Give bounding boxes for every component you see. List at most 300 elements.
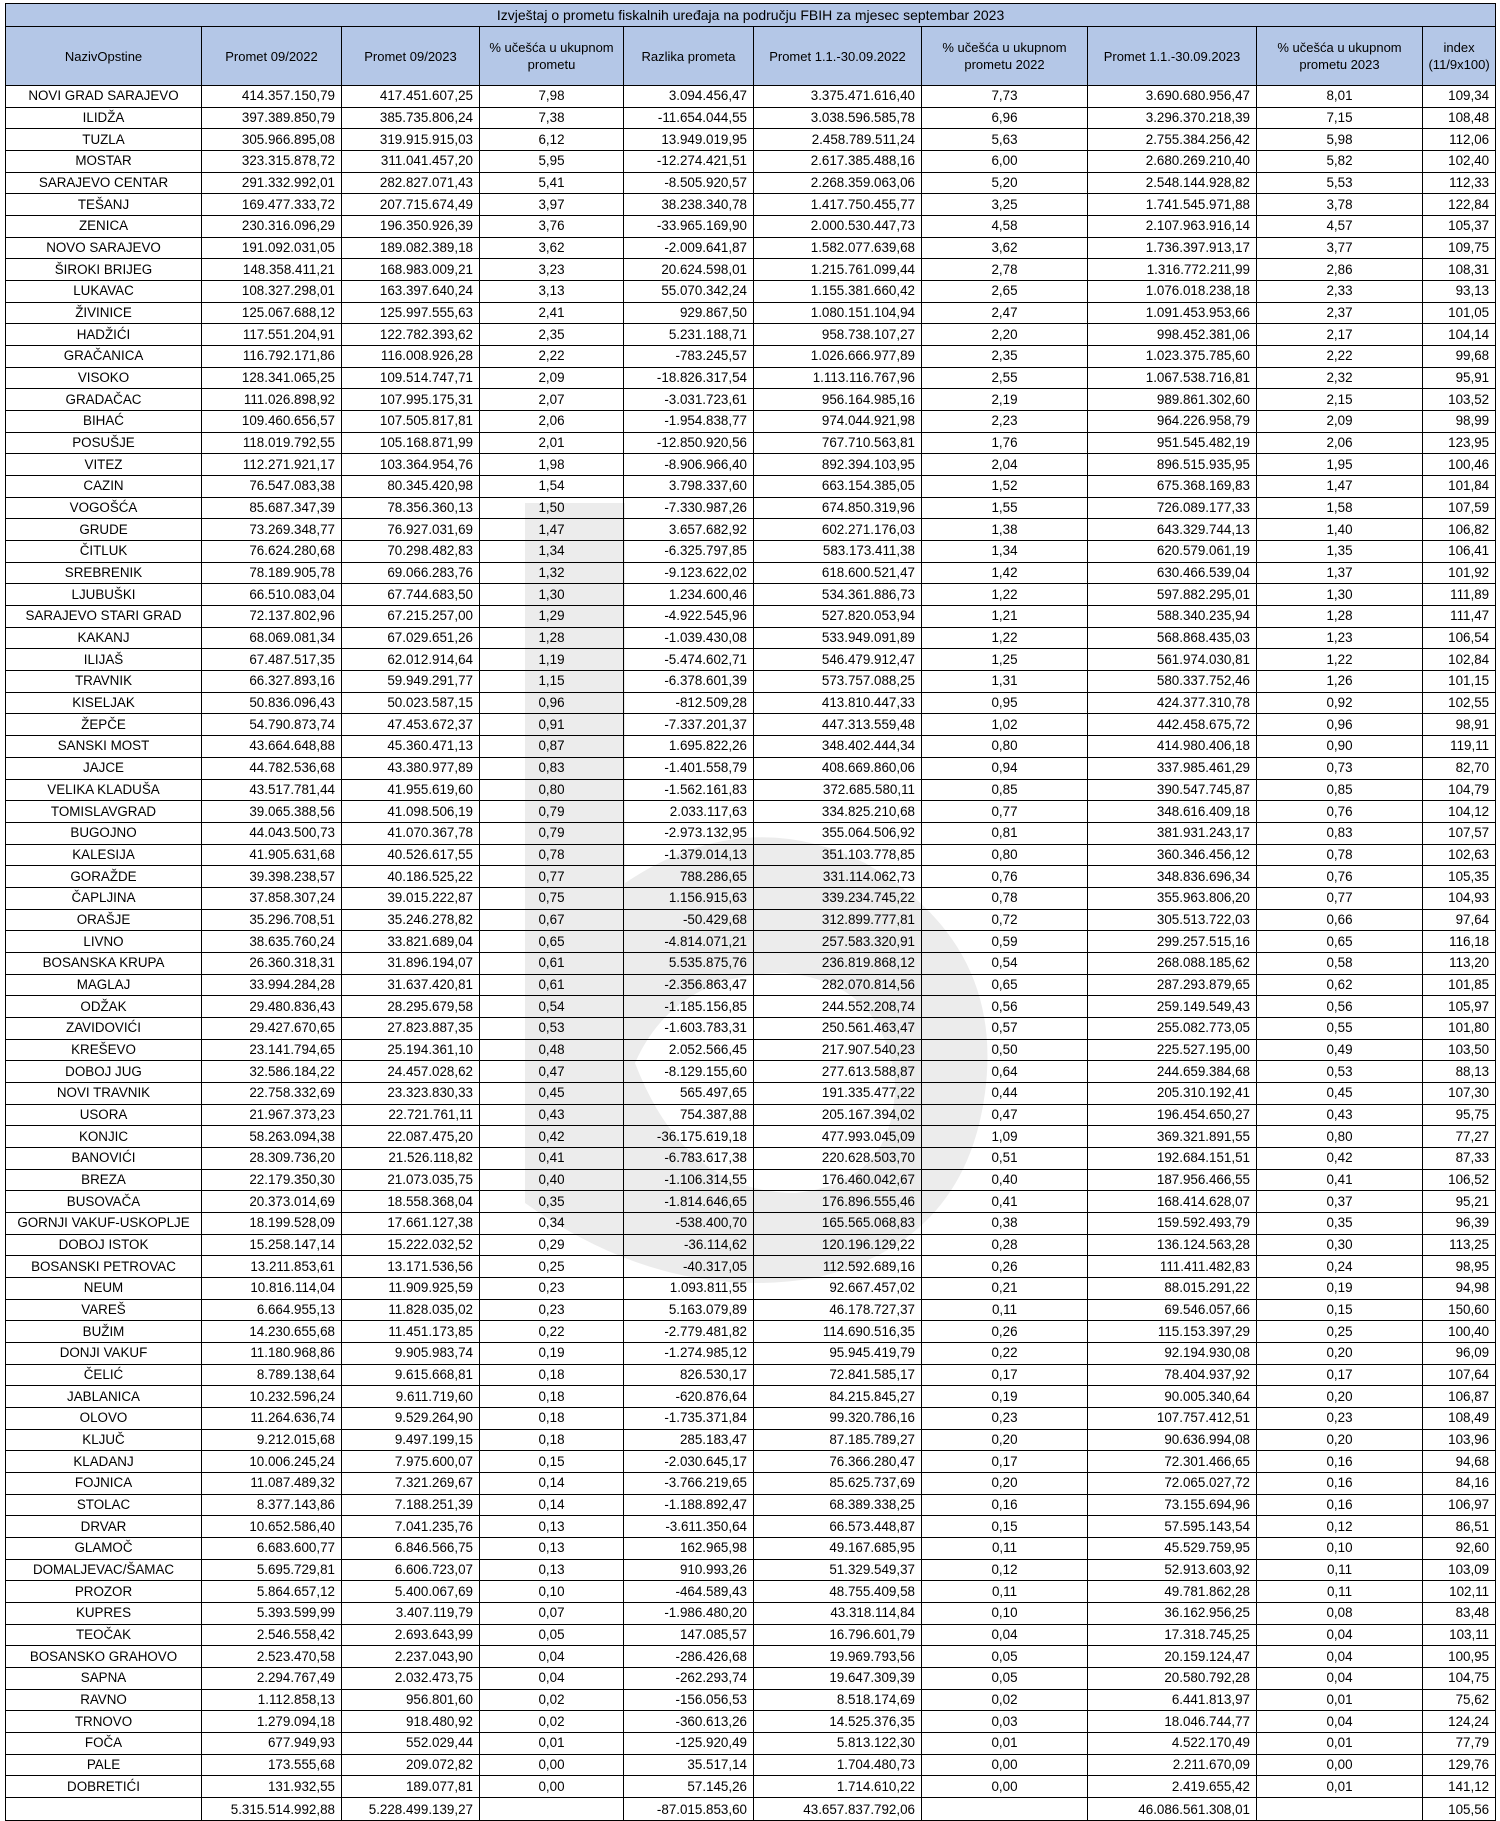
cell-index: 109,34 — [1423, 86, 1496, 108]
cell-index: 105,37 — [1423, 216, 1496, 238]
cell-difference: -3.611.350,64 — [624, 1516, 754, 1538]
cell-share-2023: 0,58 — [1257, 952, 1423, 974]
column-header-row — [6, 27, 1496, 86]
cell-share-2023: 0,76 — [1257, 866, 1423, 888]
table-body — [6, 86, 1496, 1798]
cell-ytd-2023: 964.226.958,79 — [1088, 411, 1257, 433]
cell-share-2022: 0,26 — [922, 1256, 1088, 1278]
cell-share-2022: 1,38 — [922, 519, 1088, 541]
cell-name: KREŠEVO — [6, 1039, 202, 1061]
cell-ytd-2022: 372.685.580,11 — [754, 779, 922, 801]
cell-share-2022: 0,02 — [922, 1689, 1088, 1711]
cell-ytd-2022: 339.234.745,22 — [754, 887, 922, 909]
cell-difference: -1.274.985,12 — [624, 1342, 754, 1364]
cell-share-2023: 0,83 — [1257, 822, 1423, 844]
column-header-difference: Razlika prometa — [624, 27, 754, 86]
cell-share-2022: 0,80 — [922, 736, 1088, 758]
cell-ytd-2022: 87.185.789,27 — [754, 1429, 922, 1451]
cell-promet-2022: 191.092.031,05 — [202, 237, 342, 259]
cell-promet-2023: 163.397.640,24 — [342, 281, 480, 303]
cell-share-2022: 0,16 — [922, 1494, 1088, 1516]
cell-share-2022: 1,22 — [922, 584, 1088, 606]
table-row — [6, 909, 1496, 931]
cell-ytd-2023: 630.466.539,04 — [1088, 562, 1257, 584]
cell-share-2023: 0,16 — [1257, 1473, 1423, 1495]
cell-index: 100,40 — [1423, 1321, 1496, 1343]
cell-share: 2,01 — [480, 432, 624, 454]
cell-promet-2022: 5.695.729,81 — [202, 1559, 342, 1581]
cell-promet-2023: 47.453.672,37 — [342, 714, 480, 736]
cell-ytd-2022: 1.026.666.977,89 — [754, 346, 922, 368]
cell-ytd-2022: 1.582.077.639,68 — [754, 237, 922, 259]
cell-name: LUKAVAC — [6, 281, 202, 303]
cell-promet-2023: 168.983.009,21 — [342, 259, 480, 281]
cell-ytd-2023: 348.616.409,18 — [1088, 801, 1257, 823]
cell-promet-2023: 31.637.420,81 — [342, 974, 480, 996]
table-row — [6, 454, 1496, 476]
cell-promet-2023: 311.041.457,20 — [342, 151, 480, 173]
cell-ytd-2022: 674.850.319,96 — [754, 497, 922, 519]
cell-promet-2023: 105.168.871,99 — [342, 432, 480, 454]
cell-ytd-2022: 217.907.540,23 — [754, 1039, 922, 1061]
cell-ytd-2022: 282.070.814,56 — [754, 974, 922, 996]
cell-ytd-2022: 48.755.409,58 — [754, 1581, 922, 1603]
cell-promet-2023: 956.801,60 — [342, 1689, 480, 1711]
cell-name: MAGLAJ — [6, 974, 202, 996]
table-row — [6, 801, 1496, 823]
cell-index: 102,84 — [1423, 649, 1496, 671]
cell-name: KLJUČ — [6, 1429, 202, 1451]
cell-promet-2023: 209.072,82 — [342, 1754, 480, 1776]
cell-promet-2022: 125.067.688,12 — [202, 302, 342, 324]
cell-share: 2,07 — [480, 389, 624, 411]
cell-promet-2023: 7.041.235,76 — [342, 1516, 480, 1538]
cell-name: GRADAČAC — [6, 389, 202, 411]
cell-difference: 3.798.337,60 — [624, 476, 754, 498]
cell-share: 1,15 — [480, 671, 624, 693]
cell-ytd-2023: 17.318.745,25 — [1088, 1624, 1257, 1646]
cell-share-2023: 5,82 — [1257, 151, 1423, 173]
table-row — [6, 714, 1496, 736]
cell-ytd-2023: 72.065.027,72 — [1088, 1473, 1257, 1495]
cell-ytd-2022: 958.738.107,27 — [754, 324, 922, 346]
cell-index: 103,11 — [1423, 1624, 1496, 1646]
cell-share-2022: 0,56 — [922, 996, 1088, 1018]
cell-difference: 754.387,88 — [624, 1104, 754, 1126]
cell-difference: -4.814.071,21 — [624, 931, 754, 953]
cell-share: 0,05 — [480, 1624, 624, 1646]
cell-share: 3,76 — [480, 216, 624, 238]
cell-promet-2023: 43.380.977,89 — [342, 757, 480, 779]
cell-promet-2022: 37.858.307,24 — [202, 887, 342, 909]
cell-promet-2022: 76.624.280,68 — [202, 541, 342, 563]
cell-share: 7,38 — [480, 107, 624, 129]
cell-share: 5,41 — [480, 172, 624, 194]
table-row — [6, 1342, 1496, 1364]
cell-ytd-2023: 73.155.694,96 — [1088, 1494, 1257, 1516]
cell-index: 116,18 — [1423, 931, 1496, 953]
cell-promet-2023: 22.721.761,11 — [342, 1104, 480, 1126]
table-row — [6, 1212, 1496, 1234]
cell-share-2023: 2,06 — [1257, 432, 1423, 454]
cell-share-2022: 5,20 — [922, 172, 1088, 194]
cell-ytd-2022: 114.690.516,35 — [754, 1321, 922, 1343]
cell-difference: 1.695.822,26 — [624, 736, 754, 758]
cell-difference: 147.085,57 — [624, 1624, 754, 1646]
cell-ytd-2023: 1.091.453.953,66 — [1088, 302, 1257, 324]
cell-promet-2023: 70.298.482,83 — [342, 541, 480, 563]
cell-share-2022: 0,17 — [922, 1364, 1088, 1386]
cell-share-2023: 3,77 — [1257, 237, 1423, 259]
cell-promet-2022: 111.026.898,92 — [202, 389, 342, 411]
cell-difference: -3.766.219,65 — [624, 1473, 754, 1495]
cell-ytd-2023: 72.301.466,65 — [1088, 1451, 1257, 1473]
cell-ytd-2023: 414.980.406,18 — [1088, 736, 1257, 758]
cell-ytd-2022: 92.667.457,02 — [754, 1277, 922, 1299]
cell-promet-2023: 62.012.914,64 — [342, 649, 480, 671]
cell-index: 101,80 — [1423, 1017, 1496, 1039]
cell-index: 112,06 — [1423, 129, 1496, 151]
cell-difference: 3.657.682,92 — [624, 519, 754, 541]
cell-ytd-2022: 348.402.444,34 — [754, 736, 922, 758]
cell-promet-2022: 43.517.781,44 — [202, 779, 342, 801]
cell-share-2022: 1,22 — [922, 627, 1088, 649]
cell-share-2023: 0,08 — [1257, 1603, 1423, 1625]
cell-promet-2022: 18.199.528,09 — [202, 1212, 342, 1234]
cell-difference: 1.156.915,63 — [624, 887, 754, 909]
cell-share-2022: 0,28 — [922, 1234, 1088, 1256]
cell-share: 5,95 — [480, 151, 624, 173]
cell-index: 113,25 — [1423, 1234, 1496, 1256]
cell-ytd-2022: 244.552.208,74 — [754, 996, 922, 1018]
cell-promet-2022: 41.905.631,68 — [202, 844, 342, 866]
cell-share-2022: 3,25 — [922, 194, 1088, 216]
cell-promet-2022: 22.758.332,69 — [202, 1082, 342, 1104]
cell-promet-2022: 13.211.853,61 — [202, 1256, 342, 1278]
cell-share-2023: 7,15 — [1257, 107, 1423, 129]
cell-index: 104,12 — [1423, 801, 1496, 823]
cell-difference: -11.654.044,55 — [624, 107, 754, 129]
cell-share-2022: 1,52 — [922, 476, 1088, 498]
cell-share: 0,77 — [480, 866, 624, 888]
cell-difference: 788.286,65 — [624, 866, 754, 888]
table-row — [6, 281, 1496, 303]
cell-difference: -50.429,68 — [624, 909, 754, 931]
cell-ytd-2023: 168.414.628,07 — [1088, 1191, 1257, 1213]
cell-name: KAKANJ — [6, 627, 202, 649]
table-row — [6, 1407, 1496, 1429]
cell-difference: -1.814.646,65 — [624, 1191, 754, 1213]
cell-promet-2022: 20.373.014,69 — [202, 1191, 342, 1213]
cell-index: 107,30 — [1423, 1082, 1496, 1104]
cell-share-2022: 6,00 — [922, 151, 1088, 173]
cell-promet-2022: 10.006.245,24 — [202, 1451, 342, 1473]
cell-share-2023: 1,95 — [1257, 454, 1423, 476]
cell-promet-2022: 5.393.599,99 — [202, 1603, 342, 1625]
cell-promet-2022: 323.315.878,72 — [202, 151, 342, 173]
cell-ytd-2023: 225.527.195,00 — [1088, 1039, 1257, 1061]
table-row — [6, 1169, 1496, 1191]
cell-difference: 20.624.598,01 — [624, 259, 754, 281]
table-row — [6, 931, 1496, 953]
cell-difference: -33.965.169,90 — [624, 216, 754, 238]
cell-share-2022: 0,40 — [922, 1169, 1088, 1191]
cell-index: 129,76 — [1423, 1754, 1496, 1776]
cell-ytd-2022: 68.389.338,25 — [754, 1494, 922, 1516]
cell-name: RAVNO — [6, 1689, 202, 1711]
cell-share-2022: 0,81 — [922, 822, 1088, 844]
cell-ytd-2023: 381.931.243,17 — [1088, 822, 1257, 844]
cell-difference: -1.562.161,83 — [624, 779, 754, 801]
cell-name: NOVO SARAJEVO — [6, 237, 202, 259]
cell-share-2022: 0,54 — [922, 952, 1088, 974]
cell-ytd-2022: 583.173.411,38 — [754, 541, 922, 563]
cell-name: BUSOVAČA — [6, 1191, 202, 1213]
cell-ytd-2022: 331.114.062,73 — [754, 866, 922, 888]
cell-name: BIHAĆ — [6, 411, 202, 433]
cell-index: 106,97 — [1423, 1494, 1496, 1516]
cell-share-2023: 1,23 — [1257, 627, 1423, 649]
cell-promet-2022: 67.487.517,35 — [202, 649, 342, 671]
cell-index: 97,64 — [1423, 909, 1496, 931]
cell-name: GLAMOČ — [6, 1538, 202, 1560]
cell-index: 102,40 — [1423, 151, 1496, 173]
cell-ytd-2022: 767.710.563,81 — [754, 432, 922, 454]
cell-promet-2022: 21.967.373,23 — [202, 1104, 342, 1126]
cell-index: 104,93 — [1423, 887, 1496, 909]
cell-promet-2022: 72.137.802,96 — [202, 606, 342, 628]
cell-name: DRVAR — [6, 1516, 202, 1538]
cell-share-2022: 1,31 — [922, 671, 1088, 693]
cell-name: TOMISLAVGRAD — [6, 801, 202, 823]
cell-promet-2023: 17.661.127,38 — [342, 1212, 480, 1234]
cell-share-2023: 0,55 — [1257, 1017, 1423, 1039]
cell-index: 106,54 — [1423, 627, 1496, 649]
cell-difference: -286.426,68 — [624, 1646, 754, 1668]
cell-promet-2022: 173.555,68 — [202, 1754, 342, 1776]
cell-share-2023: 0,16 — [1257, 1494, 1423, 1516]
cell-name: BUGOJNO — [6, 822, 202, 844]
cell-ytd-2023: 588.340.235,94 — [1088, 606, 1257, 628]
cell-promet-2023: 41.955.619,60 — [342, 779, 480, 801]
cell-difference: -1.954.838,77 — [624, 411, 754, 433]
cell-index: 107,64 — [1423, 1364, 1496, 1386]
cell-promet-2022: 22.179.350,30 — [202, 1169, 342, 1191]
cell-share-2023: 3,78 — [1257, 194, 1423, 216]
cell-ytd-2022: 351.103.778,85 — [754, 844, 922, 866]
cell-share-2022: 1,25 — [922, 649, 1088, 671]
column-header-promet-2023: Promet 09/2023 — [342, 27, 480, 86]
cell-share-2022: 0,57 — [922, 1017, 1088, 1039]
cell-ytd-2022: 43.318.114,84 — [754, 1603, 922, 1625]
cell-ytd-2023: 1.023.375.785,60 — [1088, 346, 1257, 368]
cell-difference: -2.356.863,47 — [624, 974, 754, 996]
cell-ytd-2023: 6.441.813,97 — [1088, 1689, 1257, 1711]
cell-share-2023: 0,04 — [1257, 1646, 1423, 1668]
table-row — [6, 1668, 1496, 1690]
cell-share-2022: 2,65 — [922, 281, 1088, 303]
cell-share-2023: 0,04 — [1257, 1624, 1423, 1646]
table-row — [6, 1386, 1496, 1408]
cell-promet-2022: 8.377.143,86 — [202, 1494, 342, 1516]
cell-ytd-2023: 299.257.515,16 — [1088, 931, 1257, 953]
cell-share: 0,61 — [480, 952, 624, 974]
cell-index: 107,59 — [1423, 497, 1496, 519]
cell-promet-2022: 148.358.411,21 — [202, 259, 342, 281]
table-row — [6, 649, 1496, 671]
cell-share: 1,50 — [480, 497, 624, 519]
cell-ytd-2023: 115.153.397,29 — [1088, 1321, 1257, 1343]
cell-name: TEŠANJ — [6, 194, 202, 216]
cell-share: 3,23 — [480, 259, 624, 281]
table-row — [6, 1624, 1496, 1646]
cell-difference: -9.123.622,02 — [624, 562, 754, 584]
cell-promet-2022: 2.523.470,58 — [202, 1646, 342, 1668]
cell-promet-2022: 29.480.836,43 — [202, 996, 342, 1018]
cell-share-2023: 2,09 — [1257, 411, 1423, 433]
cell-difference: -12.850.920,56 — [624, 432, 754, 454]
cell-share-2023: 2,37 — [1257, 302, 1423, 324]
cell-ytd-2022: 2.000.530.447,73 — [754, 216, 922, 238]
cell-ytd-2022: 205.167.394,02 — [754, 1104, 922, 1126]
table-row — [6, 1191, 1496, 1213]
cell-name: VISOKO — [6, 367, 202, 389]
table-row — [6, 1733, 1496, 1755]
table-row — [6, 1689, 1496, 1711]
cell-ytd-2022: 250.561.463,47 — [754, 1017, 922, 1039]
cell-promet-2022: 116.792.171,86 — [202, 346, 342, 368]
cell-difference: -620.876,64 — [624, 1386, 754, 1408]
cell-share-2022: 7,73 — [922, 86, 1088, 108]
cell-share-2023: 0,56 — [1257, 996, 1423, 1018]
column-header-index: index (11/9x100) — [1423, 27, 1496, 86]
cell-promet-2023: 207.715.674,49 — [342, 194, 480, 216]
cell-share-2023: 0,24 — [1257, 1256, 1423, 1278]
cell-share-2022: 1,02 — [922, 714, 1088, 736]
cell-share-2022: 1,21 — [922, 606, 1088, 628]
cell-difference: -40.317,05 — [624, 1256, 754, 1278]
cell-share: 0,91 — [480, 714, 624, 736]
cell-share-2022: 0,44 — [922, 1082, 1088, 1104]
cell-share-2023: 0,90 — [1257, 736, 1423, 758]
cell-ytd-2023: 187.956.466,55 — [1088, 1169, 1257, 1191]
table-row — [6, 692, 1496, 714]
cell-difference: -2.030.645,17 — [624, 1451, 754, 1473]
cell-ytd-2023: 1.316.772.211,99 — [1088, 259, 1257, 281]
cell-share-2023: 0,10 — [1257, 1538, 1423, 1560]
cell-share: 0,42 — [480, 1126, 624, 1148]
cell-index: 101,05 — [1423, 302, 1496, 324]
cell-promet-2023: 385.735.806,24 — [342, 107, 480, 129]
cell-promet-2023: 21.526.118,82 — [342, 1147, 480, 1169]
cell-share-2022: 2,55 — [922, 367, 1088, 389]
report-sheet — [5, 3, 1495, 1821]
cell-name: LJUBUŠKI — [6, 584, 202, 606]
cell-name: SANSKI MOST — [6, 736, 202, 758]
cell-share-2023: 0,16 — [1257, 1451, 1423, 1473]
cell-share-2022: 0,20 — [922, 1429, 1088, 1451]
cell-share-2023: 0,62 — [1257, 974, 1423, 996]
cell-name: NOVI GRAD SARAJEVO — [6, 86, 202, 108]
cell-promet-2023: 67.029.651,26 — [342, 627, 480, 649]
cell-share: 2,06 — [480, 411, 624, 433]
cell-difference: -1.986.480,20 — [624, 1603, 754, 1625]
cell-ytd-2022: 573.757.088,25 — [754, 671, 922, 693]
cell-ytd-2023: 20.159.124,47 — [1088, 1646, 1257, 1668]
cell-name: SARAJEVO STARI GRAD — [6, 606, 202, 628]
table-row — [6, 1256, 1496, 1278]
cell-ytd-2022: 176.896.555,46 — [754, 1191, 922, 1213]
cell-share-2022: 5,63 — [922, 129, 1088, 151]
cell-share: 1,98 — [480, 454, 624, 476]
cell-promet-2023: 39.015.222,87 — [342, 887, 480, 909]
cell-ytd-2023: 424.377.310,78 — [1088, 692, 1257, 714]
cell-name: POSUŠJE — [6, 432, 202, 454]
cell-ytd-2023: 442.458.675,72 — [1088, 714, 1257, 736]
cell-share: 0,40 — [480, 1169, 624, 1191]
cell-share: 0,15 — [480, 1451, 624, 1473]
cell-ytd-2022: 76.366.280,47 — [754, 1451, 922, 1473]
cell-share-2023: 5,53 — [1257, 172, 1423, 194]
cell-ytd-2023: 90.005.340,64 — [1088, 1386, 1257, 1408]
cell-share: 0,79 — [480, 822, 624, 844]
cell-share-2023: 0,77 — [1257, 887, 1423, 909]
cell-promet-2023: 21.073.035,75 — [342, 1169, 480, 1191]
cell-ytd-2023: 107.757.412,51 — [1088, 1407, 1257, 1429]
cell-share-2022: 0,05 — [922, 1646, 1088, 1668]
cell-share-2022: 0,95 — [922, 692, 1088, 714]
cell-share: 0,35 — [480, 1191, 624, 1213]
cell-index: 122,84 — [1423, 194, 1496, 216]
cell-ytd-2023: 348.836.696,34 — [1088, 866, 1257, 888]
cell-promet-2023: 18.558.368,04 — [342, 1191, 480, 1213]
cell-share-2022: 2,78 — [922, 259, 1088, 281]
cell-share: 0,78 — [480, 844, 624, 866]
cell-ytd-2022: 66.573.448,87 — [754, 1516, 922, 1538]
cell-promet-2023: 23.323.830,33 — [342, 1082, 480, 1104]
column-header-ytd-2022: Promet 1.1.-30.09.2022 — [754, 27, 922, 86]
cell-difference: -156.056,53 — [624, 1689, 754, 1711]
cell-ytd-2022: 408.669.860,06 — [754, 757, 922, 779]
table-row — [6, 1126, 1496, 1148]
cell-ytd-2023: 4.522.170,49 — [1088, 1733, 1257, 1755]
cell-share-2022: 0,01 — [922, 1733, 1088, 1755]
cell-ytd-2022: 51.329.549,37 — [754, 1559, 922, 1581]
cell-share-2023: 1,47 — [1257, 476, 1423, 498]
cell-promet-2022: 32.586.184,22 — [202, 1061, 342, 1083]
cell-share: 0,13 — [480, 1538, 624, 1560]
cell-promet-2022: 414.357.150,79 — [202, 86, 342, 108]
cell-ytd-2022: 974.044.921,98 — [754, 411, 922, 433]
cell-promet-2023: 7.321.269,67 — [342, 1473, 480, 1495]
cell-share: 7,98 — [480, 86, 624, 108]
cell-index: 95,21 — [1423, 1191, 1496, 1213]
cell-share-2022: 0,23 — [922, 1407, 1088, 1429]
cell-promet-2023: 9.611.719,60 — [342, 1386, 480, 1408]
column-header-ytd-2023: Promet 1.1.-30.09.2023 — [1088, 27, 1257, 86]
cell-promet-2023: 25.194.361,10 — [342, 1039, 480, 1061]
cell-share-2022: 0,11 — [922, 1581, 1088, 1603]
cell-name: STOLAC — [6, 1494, 202, 1516]
cell-difference: -2.779.481,82 — [624, 1321, 754, 1343]
cell-ytd-2023: 18.046.744,77 — [1088, 1711, 1257, 1733]
cell-promet-2022: 9.212.015,68 — [202, 1429, 342, 1451]
cell-share: 0,54 — [480, 996, 624, 1018]
cell-promet-2023: 7.188.251,39 — [342, 1494, 480, 1516]
table-row — [6, 346, 1496, 368]
cell-name: KONJIC — [6, 1126, 202, 1148]
cell-promet-2022: 305.966.895,08 — [202, 129, 342, 151]
